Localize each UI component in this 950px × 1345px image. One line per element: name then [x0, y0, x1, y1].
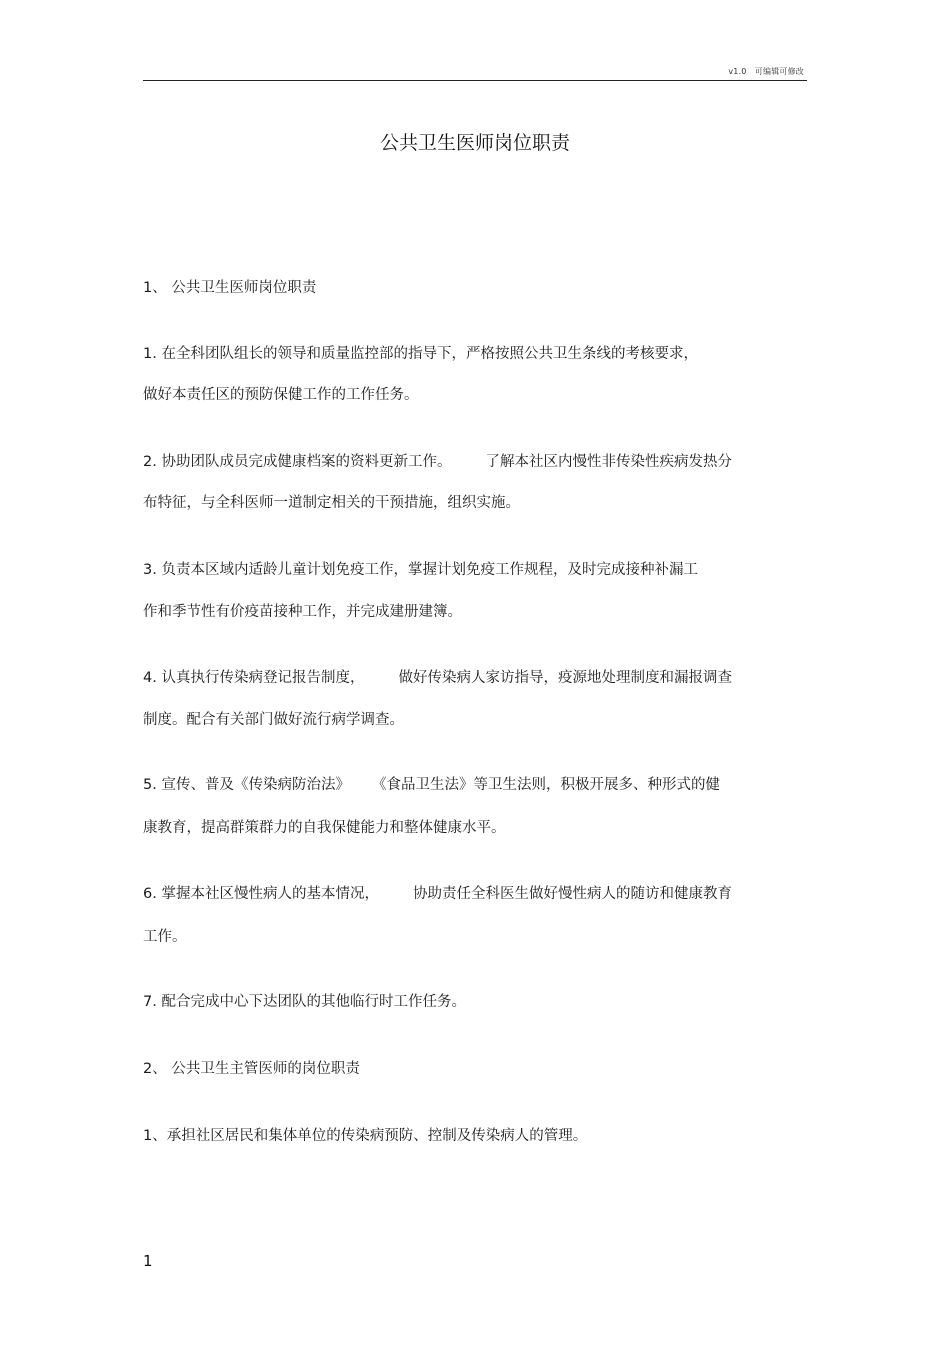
item-6-part-2: 协助责任全科医生做好慢性病人的随访和健康教育 [412, 886, 732, 902]
item-4-line-2: 制度。配合有关部门做好流行病学调查。 [143, 712, 404, 728]
item-3-line-1: 3. 负责本区域内适龄儿童计划免疫工作，掌握计划免疫工作规程，及时完成接种补漏工 [143, 562, 698, 578]
item-1-line-2: 做好本责任区的预防保健工作的工作任务。 [143, 387, 419, 403]
item-1-line-1: 1. 在全科团队组长的领导和质量监控部的指导下，严格按照公共卫生条线的考核要求， [143, 346, 698, 362]
item-6-line-1 [143, 884, 732, 904]
item-2-line-1 [143, 452, 732, 472]
item-4-line-1 [143, 668, 732, 688]
item-5-part-1: 5. 宣传、普及《传染病防治法》 [143, 777, 350, 793]
item-4-part-1: 4. 认真执行传染病登记报告制度， [143, 670, 365, 686]
header-version-note: v1.0 可编辑可修改 [728, 67, 804, 76]
item-6-part-1: 6. 掌握本社区慢性病人的基本情况， [143, 886, 379, 902]
item-6-line-2: 工作。 [143, 929, 187, 945]
item-5-line-2: 康教育，提高群策群力的自我保健能力和整体健康水平。 [143, 820, 506, 836]
item-5-line-1 [143, 775, 720, 795]
item-2-line-2: 布特征，与全科医师一道制定相关的干预措施，组织实施。 [143, 495, 520, 511]
item-4-part-2: 做好传染病人家访指导，疫源地处理制度和漏报调查 [398, 670, 732, 686]
item-2-part-2: 了解本社区内慢性非传染性疾病发热分 [485, 454, 732, 470]
item-7-line-1: 7. 配合完成中心下达团队的其他临行时工作任务。 [143, 994, 466, 1010]
document-title: 公共卫生医师岗位职责 [379, 132, 570, 154]
section-2-heading: 2、 公共卫生主管医师的岗位职责 [143, 1061, 360, 1077]
item-5-part-2: 《食品卫生法》等卫生法则，积极开展多、种形式的健 [371, 777, 720, 793]
section-1-heading: 1、 公共卫生医师岗位职责 [143, 280, 317, 296]
item-2-part-1: 2. 协助团队成员完成健康档案的资料更新工作。 [143, 454, 452, 470]
page-number: 1 [143, 1252, 153, 1270]
header-rule [143, 80, 807, 81]
item-3-line-2: 作和季节性有价疫苗接种工作，并完成建册建簿。 [143, 604, 462, 620]
section-2-item-1: 1、承担社区居民和集体单位的传染病预防、控制及传染病人的管理。 [143, 1128, 588, 1144]
